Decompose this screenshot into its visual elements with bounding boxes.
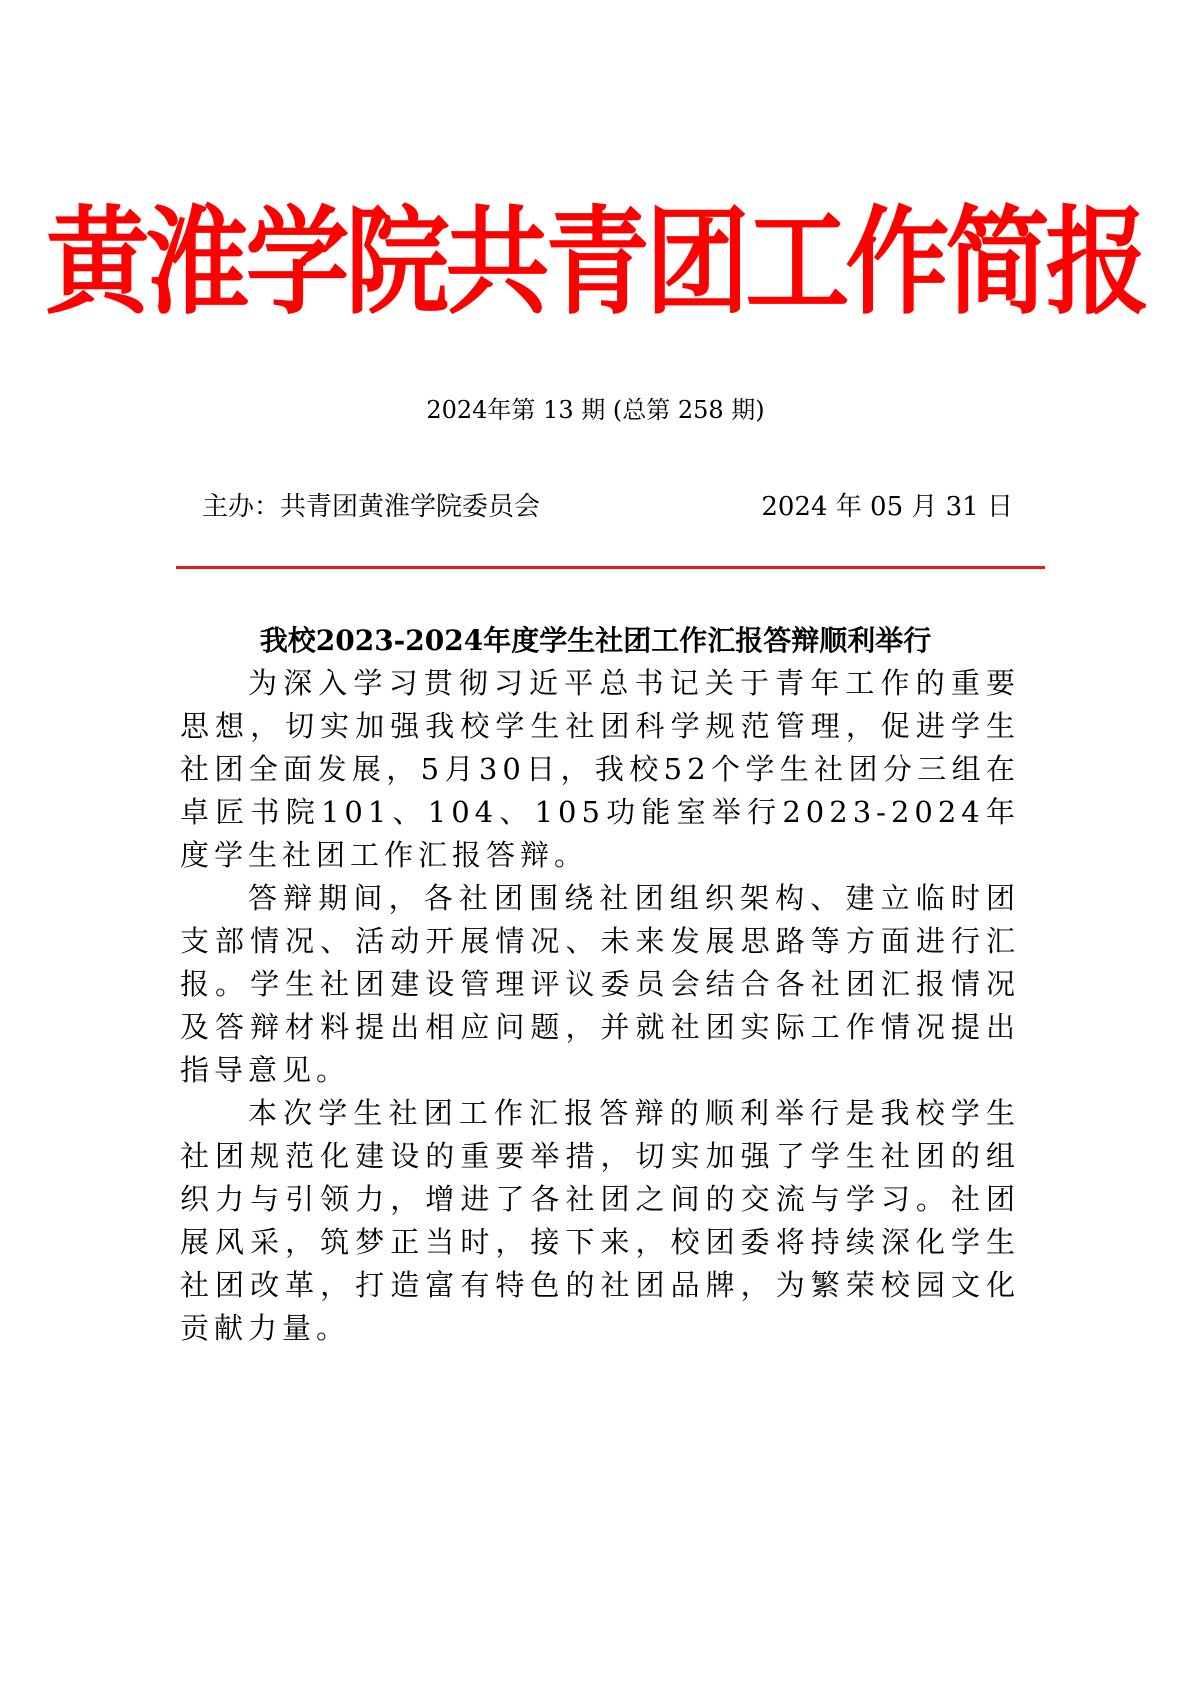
article-paragraph: 为深入学习贯彻习近平总书记关于青年工作的重要思想，切实加强我校学生社团科学规范管理，促进学生社团全面发展，5月30日，我校52个学生社团分三组在卓匠书院101、104、105功能室举行2023-2024年度学生社团工作汇报答辩。 [180, 666, 1020, 872]
article-title: 我校2023-2024年度学生社团工作汇报答辩顺利举行 [259, 624, 932, 657]
article-body [180, 662, 1020, 1350]
article-paragraph: 本次学生社团工作汇报答辩的顺利举行是我校学生社团规范化建设的重要举措，切实加强了学生社团的组织力与引领力，增进了各社团之间的交流与学习。社团展风采，筑梦正当时，接下来，校团委将持续深化学生社团改革，打造富有特色的社团品牌，为繁荣校园文化贡献力量。 [180, 1096, 1020, 1345]
header-divider [176, 566, 1045, 569]
article-paragraph: 答辩期间，各社团围绕社团组织架构、建立临时团支部情况、活动开展情况、未来发展思路等方面进行汇报。学生社团建设管理评议委员会结合各社团汇报情况及答辩材料提出相应问题，并就社团实际工作情况提出指导意见。 [180, 881, 1020, 1087]
newsletter-masthead: 黄淮学院共青团工作简报 [45, 193, 1146, 331]
sponsor-line: 主办：共青团黄淮学院委员会 [202, 492, 541, 522]
issue-number: 2024年第 13 期 (总第 258 期) [426, 396, 765, 424]
publication-date: 2024 年 05 月 31 日 [761, 492, 1013, 522]
